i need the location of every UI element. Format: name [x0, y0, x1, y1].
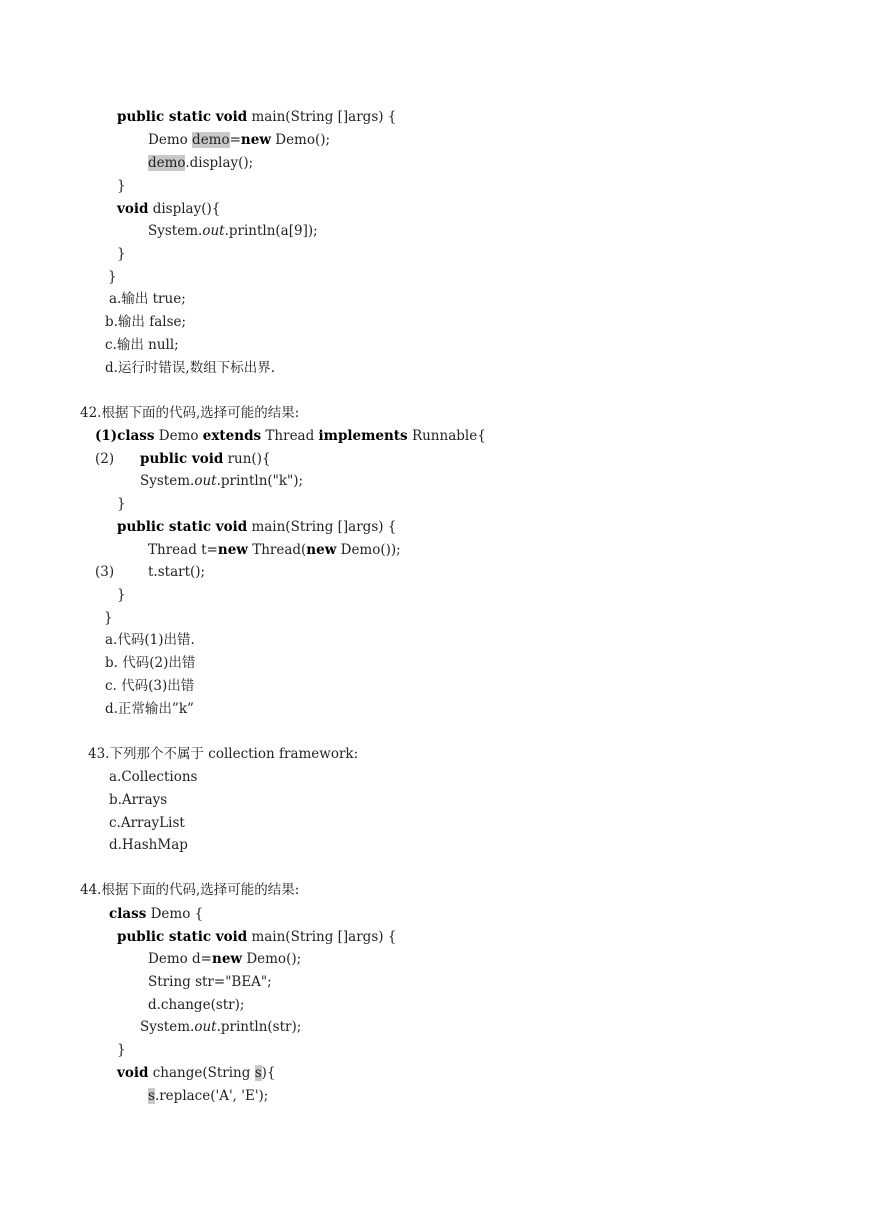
- text-segment: a.Collections: [109, 769, 198, 785]
- text-segment: }: [117, 246, 126, 262]
- text-line: [95, 427, 486, 449]
- text-line: [140, 450, 271, 472]
- text-segment: .println("k");: [216, 473, 304, 489]
- highlighted-text: s: [254, 1065, 262, 1081]
- text-segment: c.ArrayList: [109, 815, 185, 831]
- text-line: [105, 631, 195, 653]
- text-segment: main(String []args) {: [247, 929, 397, 945]
- keyword-text: public static void: [117, 109, 248, 125]
- text-segment: main(String []args) {: [247, 109, 397, 125]
- text-segment: main(String []args) {: [247, 519, 397, 535]
- text-segment: }: [117, 587, 126, 603]
- text-segment: =: [229, 132, 241, 148]
- text-segment: c. 代码(3)出错: [105, 678, 195, 694]
- text-segment: }: [108, 269, 117, 285]
- text-segment: b.Arrays: [109, 792, 168, 808]
- text-line: [95, 563, 114, 585]
- text-line: [117, 108, 396, 130]
- keyword-text: public static void: [117, 929, 248, 945]
- keyword-text: new: [217, 542, 248, 558]
- text-line: [148, 950, 301, 972]
- text-segment: ){: [261, 1065, 276, 1081]
- keyword-text: void: [117, 1065, 149, 1081]
- text-segment: Demo();: [242, 951, 302, 967]
- text-line: [109, 768, 197, 790]
- keyword-text: class: [109, 906, 147, 922]
- text-line: [109, 791, 167, 813]
- text-segment: Thread(: [247, 542, 307, 558]
- keyword-text: (1)class: [95, 428, 155, 444]
- text-line: [104, 609, 113, 631]
- text-segment: a.输出 true;: [109, 291, 186, 307]
- text-line: [117, 200, 220, 222]
- keyword-text: new: [306, 542, 337, 558]
- text-segment: c.输出 null;: [105, 337, 179, 353]
- text-line: [148, 973, 272, 995]
- text-segment: }: [117, 1042, 126, 1058]
- text-line: [148, 1087, 268, 1109]
- text-line: [117, 1041, 126, 1063]
- text-segment: Demo: [154, 428, 203, 444]
- text-segment: Thread t=: [148, 542, 218, 558]
- text-line: [105, 336, 179, 358]
- text-line: [117, 177, 126, 199]
- text-segment: System.: [148, 223, 203, 239]
- keyword-text: public static void: [117, 519, 248, 535]
- keyword-text: implements: [318, 428, 408, 444]
- text-segment: Demo());: [336, 542, 401, 558]
- text-line: [117, 245, 126, 267]
- text-segment: t.start();: [148, 564, 206, 580]
- text-segment: d.change(str);: [148, 997, 245, 1013]
- italic-text: out: [194, 1019, 217, 1035]
- text-segment: (3): [95, 564, 115, 580]
- text-line: [109, 290, 186, 312]
- text-line: [140, 472, 303, 494]
- text-segment: d.运行时错误,数组下标出界.: [105, 360, 276, 376]
- text-segment: b.输出 false;: [105, 314, 187, 330]
- keyword-text: extends: [202, 428, 262, 444]
- text-segment: run(){: [223, 451, 271, 467]
- text-segment: 42.根据下面的代码,选择可能的结果:: [80, 405, 300, 421]
- text-line: [109, 814, 185, 836]
- text-line: [148, 541, 401, 563]
- text-line: [148, 563, 205, 585]
- text-segment: d.HashMap: [109, 837, 188, 853]
- text-segment: 44.根据下面的代码,选择可能的结果:: [80, 882, 300, 898]
- text-line: [108, 268, 117, 290]
- text-line: [88, 745, 358, 767]
- text-line: [80, 404, 299, 426]
- text-segment: 43.下列那个不属于 collection framework:: [88, 746, 359, 762]
- keyword-text: public void: [140, 451, 224, 467]
- text-segment: Demo d=: [148, 951, 212, 967]
- text-segment: }: [117, 178, 126, 194]
- text-line: [117, 495, 126, 517]
- text-segment: Demo();: [270, 132, 331, 148]
- highlighted-text: demo: [148, 155, 186, 171]
- text-segment: display(){: [148, 201, 221, 217]
- text-segment: String str="BEA";: [148, 974, 272, 990]
- text-line: [105, 677, 194, 699]
- text-segment: Thread: [261, 428, 319, 444]
- text-line: [148, 222, 318, 244]
- text-line: [105, 654, 195, 676]
- text-segment: b. 代码(2)出错: [105, 655, 196, 671]
- text-line: [105, 700, 194, 722]
- keyword-text: void: [117, 201, 149, 217]
- text-segment: .println(a[9]);: [224, 223, 318, 239]
- highlighted-text: s: [148, 1088, 155, 1104]
- text-segment: d.正常输出”k”: [105, 701, 194, 717]
- keyword-text: new: [240, 132, 271, 148]
- text-line: [140, 1018, 301, 1040]
- text-segment: System.: [140, 1019, 195, 1035]
- text-segment: Runnable{: [407, 428, 486, 444]
- text-line: [117, 586, 126, 608]
- text-line: [105, 359, 275, 381]
- text-segment: System.: [140, 473, 195, 489]
- text-line: [105, 313, 186, 335]
- text-segment: }: [104, 610, 113, 626]
- text-segment: .println(str);: [216, 1019, 302, 1035]
- keyword-text: new: [212, 951, 243, 967]
- text-segment: (2): [95, 451, 115, 467]
- text-segment: change(String: [148, 1065, 255, 1081]
- text-line: [109, 905, 203, 927]
- highlighted-text: demo: [192, 132, 230, 148]
- italic-text: out: [202, 223, 225, 239]
- text-line: [109, 836, 188, 858]
- text-line: [117, 1064, 275, 1086]
- text-segment: .display();: [185, 155, 254, 171]
- text-line: [80, 881, 299, 903]
- text-line: [95, 450, 114, 472]
- text-segment: .replace('A', 'E');: [154, 1088, 269, 1104]
- text-segment: a.代码(1)出错.: [105, 632, 195, 648]
- italic-text: out: [194, 473, 217, 489]
- text-segment: Demo {: [146, 906, 204, 922]
- text-line: [148, 996, 244, 1018]
- text-line: [148, 131, 330, 153]
- text-segment: Demo: [148, 132, 193, 148]
- text-segment: }: [117, 496, 126, 512]
- text-line: [148, 154, 253, 176]
- text-line: [117, 928, 396, 950]
- text-line: [117, 518, 396, 540]
